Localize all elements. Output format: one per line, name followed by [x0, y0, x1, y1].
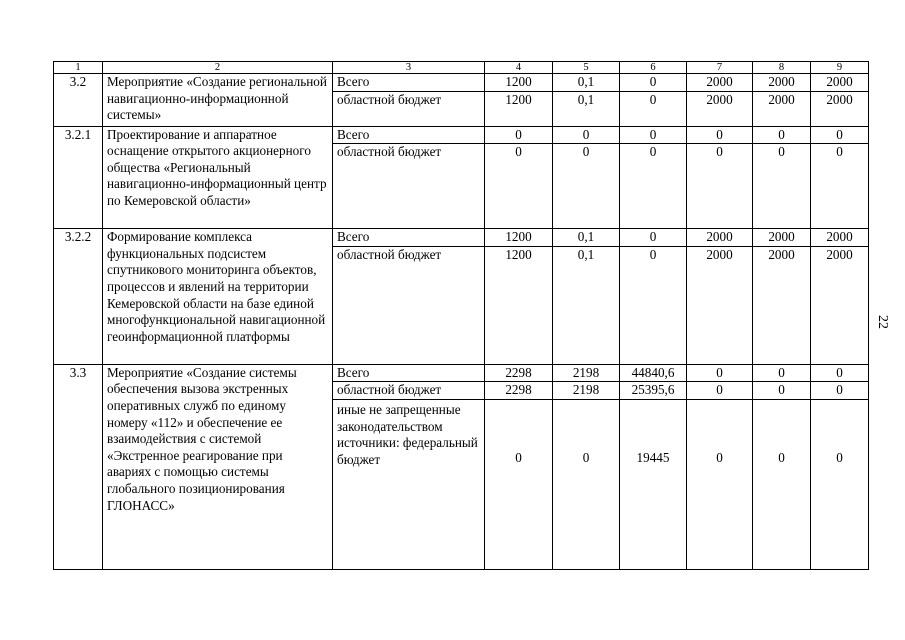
item-name: Мероприятие «Создание системы обеспечения вызова экстренных оперативных служб по единому номеру «112» и обеспечение ее взаимодействия с системой «Экстренное реагирование при авариях с помощью системы глобального позиционирования ГЛОНАСС» — [103, 364, 333, 569]
col-number: 7 — [687, 62, 753, 74]
budget-table — [53, 61, 869, 570]
value-cell: 0 — [553, 126, 620, 144]
value-cell: 0 — [620, 144, 687, 229]
value-cell: 0 — [811, 382, 869, 400]
value-cell: 0 — [485, 399, 553, 569]
value-cell: 1200 — [485, 91, 553, 126]
source-label: Всего — [333, 229, 485, 247]
value-cell: 0 — [620, 229, 687, 247]
value-cell: 2298 — [485, 382, 553, 400]
value-cell: 44840,6 — [620, 364, 687, 382]
value-cell: 0 — [811, 144, 869, 229]
value-cell: 0 — [620, 74, 687, 92]
value-cell: 0 — [553, 399, 620, 569]
col-number: 5 — [553, 62, 620, 74]
value-cell: 2000 — [753, 229, 811, 247]
value-cell: 0 — [687, 382, 753, 400]
value-cell: 0 — [687, 126, 753, 144]
item-name: Проектирование и аппаратное оснащение открытого акционерного общества «Региональный навигационно-информационный центр по Кемеровской области» — [103, 126, 333, 229]
value-cell: 0 — [753, 364, 811, 382]
value-cell: 0 — [753, 126, 811, 144]
value-cell: 2000 — [687, 74, 753, 92]
col-number: 4 — [485, 62, 553, 74]
source-label: областной бюджет — [333, 382, 485, 400]
value-cell: 2000 — [811, 229, 869, 247]
item-name: Формирование комплекса функциональных подсистем спутникового мониторинга объектов, процессов и явлений на территории Кемеровской области на базе единой многофункциональной навигационной геоинформационной платформы — [103, 229, 333, 365]
table-row — [54, 126, 869, 144]
value-cell: 0 — [687, 399, 753, 569]
value-cell: 0 — [620, 91, 687, 126]
table-row — [54, 364, 869, 382]
value-cell: 0 — [687, 144, 753, 229]
value-cell: 2000 — [811, 74, 869, 92]
col-number: 1 — [54, 62, 103, 74]
page-number: 22 — [875, 315, 890, 329]
source-label: областной бюджет — [333, 144, 485, 229]
value-cell: 2298 — [485, 364, 553, 382]
value-cell: 2000 — [753, 91, 811, 126]
item-code: 3.3 — [54, 364, 103, 569]
col-number: 9 — [811, 62, 869, 74]
value-cell: 0 — [753, 144, 811, 229]
value-cell: 0,1 — [553, 229, 620, 247]
table-row — [54, 229, 869, 247]
value-cell: 2000 — [811, 246, 869, 364]
value-cell: 0,1 — [553, 91, 620, 126]
item-code: 3.2.1 — [54, 126, 103, 229]
value-cell: 0 — [485, 144, 553, 229]
value-cell: 2000 — [753, 74, 811, 92]
value-cell: 0,1 — [553, 246, 620, 364]
value-cell: 0 — [485, 126, 553, 144]
value-cell: 2198 — [553, 382, 620, 400]
value-cell: 2198 — [553, 364, 620, 382]
value-cell: 2000 — [687, 91, 753, 126]
value-cell: 2000 — [753, 246, 811, 364]
source-label: иные не запрещенные законодательством источники: федеральный бюджет — [333, 399, 485, 569]
value-cell: 2000 — [687, 229, 753, 247]
col-number: 3 — [333, 62, 485, 74]
value-cell: 0 — [620, 246, 687, 364]
value-cell: 19445 — [620, 399, 687, 569]
source-label: областной бюджет — [333, 91, 485, 126]
source-label: Всего — [333, 74, 485, 92]
value-cell: 1200 — [485, 74, 553, 92]
source-label: областной бюджет — [333, 246, 485, 364]
value-cell: 0 — [753, 399, 811, 569]
col-number: 2 — [103, 62, 333, 74]
value-cell: 0 — [687, 364, 753, 382]
value-cell: 0 — [811, 399, 869, 569]
value-cell: 2000 — [687, 246, 753, 364]
column-number-row — [54, 62, 869, 74]
value-cell: 0 — [811, 126, 869, 144]
value-cell: 0 — [620, 126, 687, 144]
col-number: 8 — [753, 62, 811, 74]
source-label: Всего — [333, 364, 485, 382]
value-cell: 25395,6 — [620, 382, 687, 400]
value-cell: 1200 — [485, 229, 553, 247]
value-cell: 1200 — [485, 246, 553, 364]
table-row — [54, 74, 869, 92]
value-cell: 0,1 — [553, 74, 620, 92]
item-name: Мероприятие «Создание региональной навигационно-информационной системы» — [103, 74, 333, 127]
value-cell: 2000 — [811, 91, 869, 126]
item-code: 3.2.2 — [54, 229, 103, 365]
item-code: 3.2 — [54, 74, 103, 127]
col-number: 6 — [620, 62, 687, 74]
value-cell: 0 — [753, 382, 811, 400]
value-cell: 0 — [811, 364, 869, 382]
value-cell: 0 — [553, 144, 620, 229]
source-label: Всего — [333, 126, 485, 144]
